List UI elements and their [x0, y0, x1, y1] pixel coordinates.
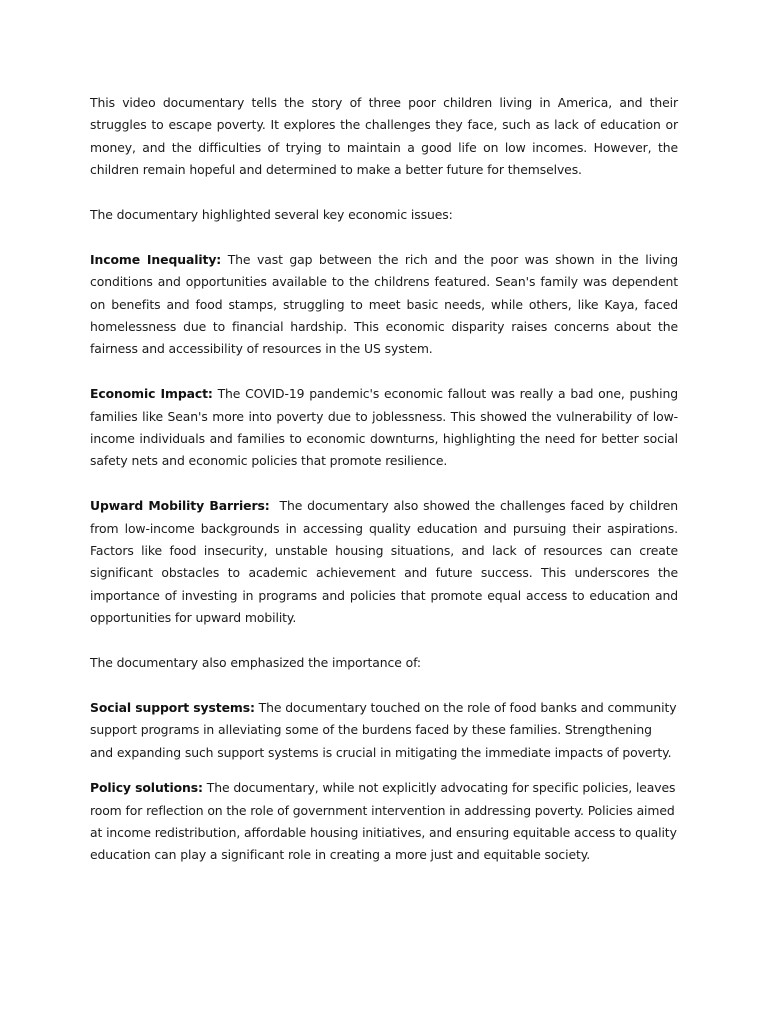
income-inequality-paragraph: [90, 249, 678, 361]
social-support-body: The documentary touched on the role of food banks and community support programs in alleviating some of the burdens faced by these families. Strengthening and expanding such support systems is crucial in mitigating the immediate impacts of poverty.: [90, 699, 677, 760]
economic-impact-heading: Economic Impact:: [90, 386, 213, 402]
importance-lead-paragraph: The documentary also emphasized the importance of:: [90, 655, 421, 671]
income-inequality-heading: Income Inequality:: [90, 251, 222, 267]
issues-lead-paragraph: The documentary highlighted several key economic issues:: [90, 207, 453, 223]
social-support-paragraph: [90, 697, 678, 764]
upward-mobility-body: The documentary also showed the challenges faced by children from low-income backgrounds in accessing quality education and pursuing their aspirations. Factors like food insecurity, unstable housing situations, and lack of resources can create significant obstacles to academic achievement and future success. This underscores the importance of investing in programs and policies that promote equal access to education and opportunities for upward mobility.: [90, 498, 682, 626]
upward-mobility-paragraph: [90, 495, 682, 629]
policy-solutions-paragraph: [90, 777, 678, 867]
social-support-heading: Social support systems:: [90, 699, 255, 715]
upward-mobility-heading: Upward Mobility Barriers:: [90, 498, 270, 514]
document-page: [90, 92, 682, 889]
income-inequality-body: The vast gap between the rich and the poor was shown in the living conditions and opportunities available to the childrens featured. Sean's family was dependent on benefits and food stamps, struggling to meet basic needs, while others, like Kaya, faced homelessness due to financial hardship. This economic disparity raises concerns about the fairness and accessibility of resources in the US system.: [90, 251, 678, 357]
intro-paragraph: This video documentary tells the story of three poor children living in America, and their struggles to escape poverty. It explores the challenges they face, such as lack of education or money, and the difficulties of trying to maintain a good life on low incomes. However, the children remain hopeful and determined to make a better future for themselves.: [90, 95, 678, 178]
policy-solutions-body: The documentary, while not explicitly advocating for specific policies, leaves room for reflection on the role of government intervention in addressing poverty. Policies aimed at income redistribution, affordable housing initiatives, and ensuring equitable access to quality education can play a significant role in creating a more just and equitable society.: [90, 780, 677, 863]
policy-solutions-heading: Policy solutions:: [90, 780, 203, 796]
economic-impact-paragraph: [90, 383, 678, 473]
economic-impact-body: The COVID-19 pandemic's economic fallout was really a bad one, pushing families like Sean's more into poverty due to joblessness. This showed the vulnerability of low-income individuals and families to economic downturns, highlighting the need for better social safety nets and economic policies that promote resilience.: [90, 386, 678, 469]
